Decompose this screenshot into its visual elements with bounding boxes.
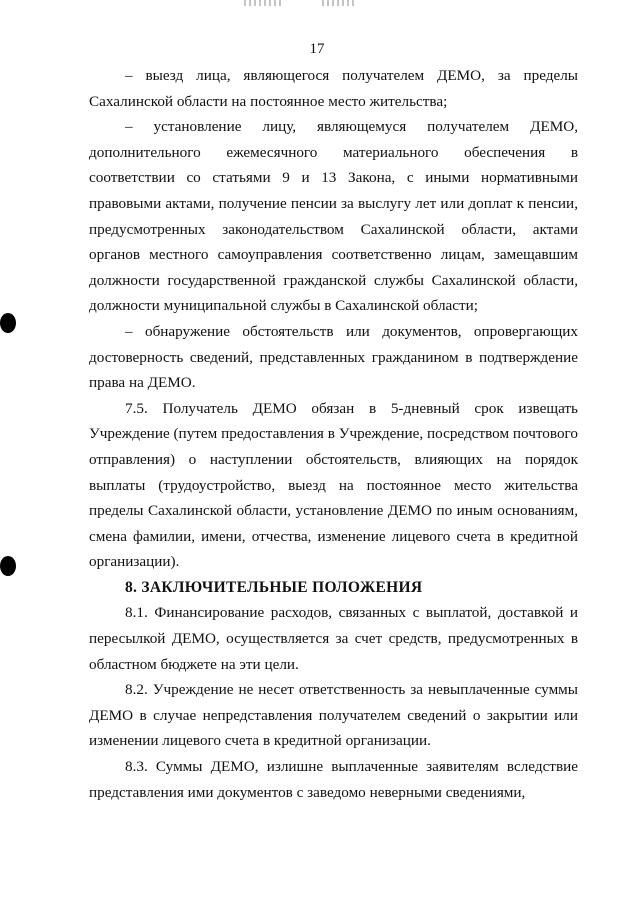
punch-hole xyxy=(0,556,16,576)
document-body xyxy=(89,63,578,805)
paragraph: – обнаружение обстоятельств или документов, опровергающих достоверность сведений, представленных гражданином в подтверждение права на ДЕМО. xyxy=(89,322,578,392)
paragraph: 8.3. Суммы ДЕМО, излишне выплаченные заявителям вследствие представления ими документов с заведомо неверными сведениями, xyxy=(89,758,578,801)
scan-artifact xyxy=(322,0,356,6)
paragraph: – установление лицу, являющемуся получателем ДЕМО, дополнительного ежемесячного материального обеспечения в соответствии со статьями 9 и 13 Закона, с иными нормативными правовыми актами, получение пенсии за выслугу лет или доплат к пенсии, предусмотренных законодательством Сахалинской области, актами органов местного самоуправления соответственно лицам, замещавшим должности государственной гражданской службы Сахалинской области, должности муниципальной службы в Сахалинской области; xyxy=(89,118,578,315)
paragraph: 7.5. Получатель ДЕМО обязан в 5-дневный срок извещать Учреждение (путем предоставления в Учреждение, посредством почтового отправления) о наступлении обстоятельств, влияющих на порядок выплаты (трудоустройство, выезд на постоянное место жительства пределы Сахалинской области, установление ДЕМО по иным основаниям, смена фамилии, имени, отчества, изменение лицевого счета в кредитной организации). xyxy=(89,399,578,571)
section-title: 8. ЗАКЛЮЧИТЕЛЬНЫЕ ПОЛОЖЕНИЯ xyxy=(125,578,423,596)
paragraph: – выезд лица, являющегося получателем ДЕМО, за пределы Сахалинской области на постоянное место жительства; xyxy=(89,67,578,110)
punch-hole xyxy=(0,313,16,333)
paragraph: 8.1. Финансирование расходов, связанных с выплатой, доставкой и пересылкой ДЕМО, осуществляется за счет средств, предусмотренных в областном бюджете на эти цели. xyxy=(89,604,578,673)
paragraph: 8.2. Учреждение не несет ответственность за невыплаченные суммы ДЕМО в случае непредставления получателем сведений о закрытии или изменении лицевого счета в кредитной организации. xyxy=(89,681,578,750)
scan-artifact xyxy=(244,0,284,6)
page-number: 17 xyxy=(309,41,325,57)
